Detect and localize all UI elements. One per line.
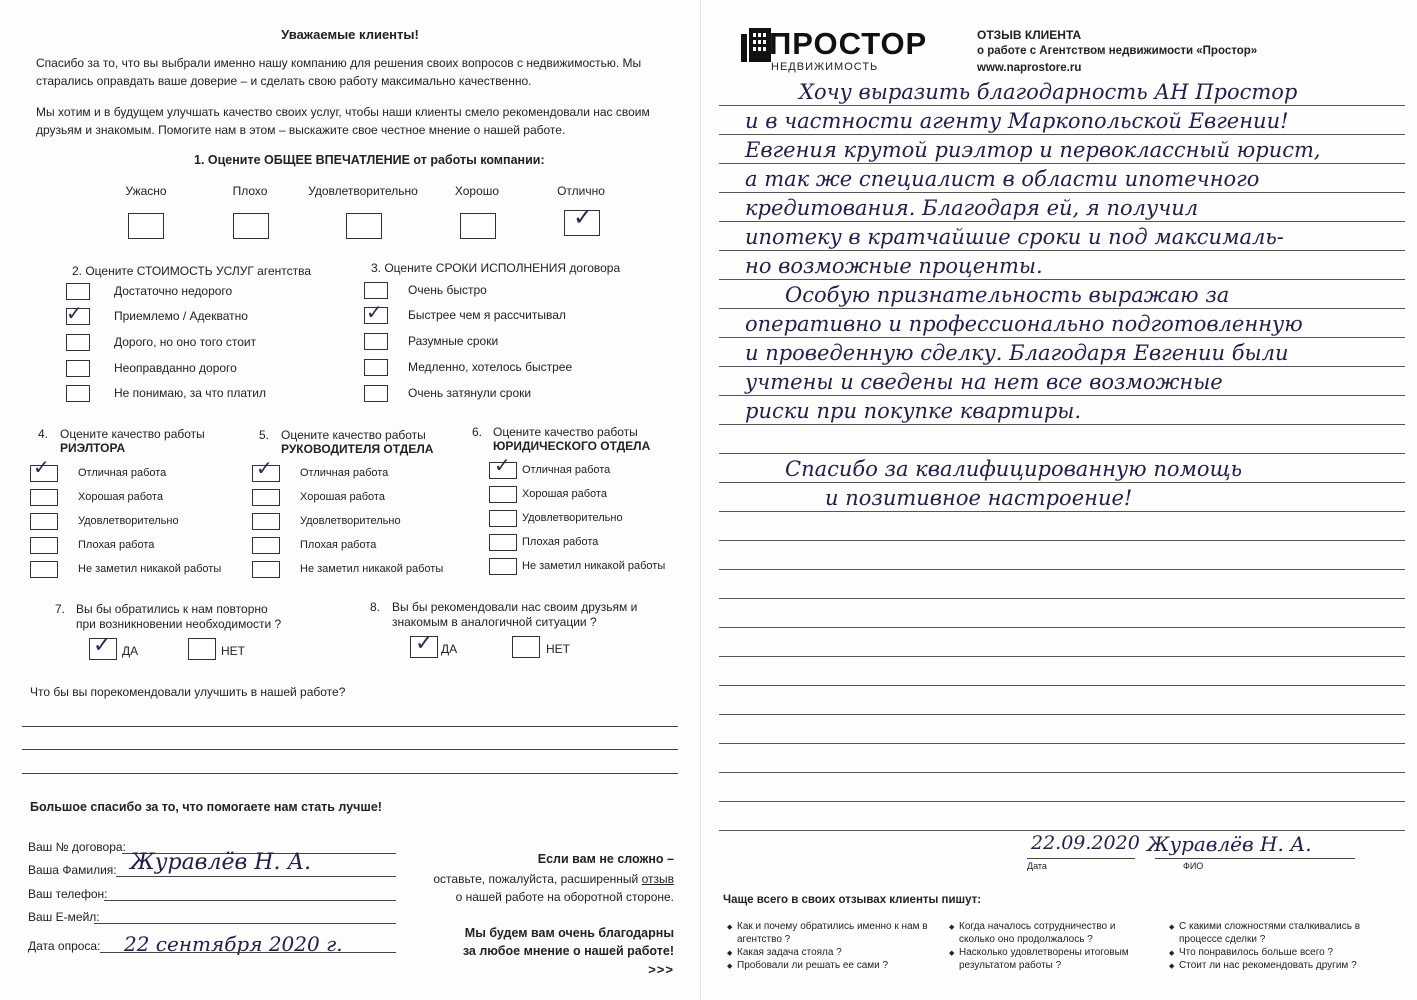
surname-label: Ваша Фамилия: — [28, 863, 117, 877]
checkmark-icon: ✓ — [494, 453, 511, 477]
q1-option-label: Хорошо — [454, 184, 500, 198]
q3-checkbox[interactable] — [364, 385, 388, 402]
q4-checkbox[interactable] — [30, 537, 58, 554]
q7-title: Вы бы обратились к нам повторно — [76, 602, 268, 616]
email-field[interactable] — [94, 923, 396, 924]
q1-option-label: Удовлетворительно — [308, 184, 418, 198]
review-line: Евгения крутой риэлтор и первоклассный юрист, — [745, 138, 1321, 162]
q5-option-label: Хорошая работа — [300, 491, 385, 503]
q7-number: 7. — [55, 602, 66, 616]
q4-option-label: Не заметил никакой работы — [78, 563, 222, 575]
q6-option-label: Не заметил никакой работы — [522, 560, 666, 572]
q4-subtitle: РИЭЛТОРА — [60, 441, 126, 455]
surname-handwritten: Журавлёв Н. А. — [130, 850, 312, 875]
writing-line[interactable] — [719, 743, 1405, 744]
q1-checkbox-bad[interactable] — [233, 213, 269, 239]
thanks-heading: Большое спасибо за то, что помогаете нам стать лучше! — [30, 800, 382, 814]
review-line: Спасибо за квалифицированную помощь — [785, 457, 1243, 481]
tip-item: ◆ Когда началось сотрудничество и сколько оно продолжалось ? — [959, 920, 1149, 946]
q4-checkbox[interactable] — [30, 561, 58, 578]
q2-checkbox[interactable] — [66, 334, 90, 351]
writing-line[interactable] — [719, 714, 1405, 715]
q1-title: 1. Оцените ОБЩЕЕ ВПЕЧАТЛЕНИЕ от работы компании: — [194, 153, 545, 167]
arrows-icon: >>> — [648, 962, 674, 977]
q4-option-label: Отличная работа — [78, 467, 167, 479]
side-note-heading: Если вам не сложно – — [537, 852, 674, 866]
q5-option-label: Плохая работа — [300, 539, 377, 551]
q1-option-label: Ужасно — [125, 184, 167, 198]
q6-checkbox[interactable] — [489, 510, 517, 527]
review-subtitle: о работе с Агентством недвижимости «Простор» — [977, 45, 1258, 57]
email-label: Ваш E-мейл: — [28, 910, 100, 924]
q3-checkbox[interactable] — [364, 282, 388, 299]
q7-subtitle: при возникновении необходимости ? — [76, 617, 282, 631]
q2-option-label: Достаточно недорого — [114, 284, 233, 298]
building-icon — [741, 28, 771, 62]
checkmark-icon: ✓ — [256, 456, 273, 480]
writing-line[interactable] — [719, 598, 1405, 599]
q1-option-label: Плохо — [232, 184, 268, 198]
q2-checkbox[interactable] — [66, 385, 90, 402]
q1-option-label: Отлично — [557, 184, 605, 198]
q6-number: 6. — [472, 425, 483, 439]
side-note-thanks: Мы будем вам очень благодарны — [464, 926, 674, 940]
q8-yes-label: ДА — [441, 642, 458, 656]
review-page — [700, 0, 1417, 1000]
fio-caption: ФИО — [1183, 861, 1204, 871]
review-line: но возможные проценты. — [745, 254, 1043, 278]
q5-number: 5. — [259, 428, 270, 442]
side-note-thanks: за любое мнение о нашей работе! — [462, 944, 674, 958]
q4-option-label: Плохая работа — [78, 539, 155, 551]
intro-paragraph-1: Спасибо за то, что вы выбрали именно нашу компанию для решения своих вопросов с недвижимостью. Мы старались оправдать ваше доверие – и сделать свою работу максимально качественно. — [36, 56, 642, 88]
q6-option-label: Отличная работа — [522, 464, 611, 476]
improve-question: Что бы вы порекомендовали улучшить в нашей работе? — [30, 685, 346, 699]
q8-title: Вы бы рекомендовали нас своим друзьям и — [392, 600, 638, 614]
review-line: Особую признательность выражаю за — [785, 283, 1230, 307]
signature-line[interactable] — [1027, 858, 1135, 859]
checkmark-icon: ✓ — [415, 631, 434, 656]
handwritten-review — [745, 78, 1321, 513]
review-line: кредитования. Благодаря ей, я получил — [745, 196, 1199, 220]
review-line: оперативно и профессионально подготовленную — [745, 312, 1303, 336]
writing-line[interactable] — [719, 540, 1405, 541]
q6-option-label: Плохая работа — [522, 536, 599, 548]
tip-item: ◆ Стоит ли нас рекомендовать другим ? — [1179, 959, 1379, 972]
q2-checkbox[interactable] — [66, 283, 90, 300]
q3-option-label: Медленно, хотелось быстрее — [408, 360, 573, 374]
checkmark-icon: ✓ — [33, 455, 50, 479]
q2-title: 2. Оцените СТОИМОСТЬ УСЛУГ агентства — [72, 264, 312, 278]
review-line: риски при покупке квартиры. — [745, 399, 1082, 423]
tip-item: ◆ С какими сложностями сталкивались в процессе сделки ? — [1179, 920, 1379, 946]
q6-title: Оцените качество работы — [493, 425, 638, 439]
date-caption: Дата — [1027, 861, 1047, 871]
q5-subtitle: РУКОВОДИТЕЛЯ ОТДЕЛА — [281, 442, 434, 456]
q5-checkbox[interactable] — [252, 513, 280, 530]
q7-no-checkbox[interactable] — [188, 638, 216, 660]
q7-no-label: НЕТ — [221, 644, 245, 658]
q2-option-label: Не понимаю, за что платил — [114, 386, 267, 400]
phone-field[interactable] — [104, 900, 396, 901]
intro-paragraph-2: Мы хотим и в будущем улучшать качество своих услуг, чтобы наши клиенты смело рекомендовали нас своим друзьям и знакомым. Помогите нам в этом – выскажите свое честное мнение о нашей работе. — [36, 105, 650, 137]
q8-no-label: НЕТ — [546, 642, 570, 656]
q5-checkbox[interactable] — [252, 537, 280, 554]
checkmark-icon: ✓ — [93, 633, 112, 658]
q4-option-label: Хорошая работа — [78, 491, 163, 503]
writing-line[interactable] — [719, 656, 1405, 657]
q4-title: Оцените качество работы — [60, 427, 205, 441]
checkmark-icon: ✓ — [366, 300, 383, 324]
review-line: и в частности агенту Маркопольской Евгении! — [745, 109, 1289, 133]
q4-checkbox[interactable] — [30, 513, 58, 530]
q5-option-label: Не заметил никакой работы — [300, 563, 444, 575]
signature-date: 22.09.2020 — [1031, 832, 1140, 854]
q3-option-label: Быстрее чем я рассчитывал — [408, 308, 566, 322]
checkmark-icon: ✓ — [66, 301, 83, 325]
tip-item: ◆ Как и почему обратились именно к нам в агентство ? — [737, 920, 937, 946]
q5-checkbox[interactable] — [252, 489, 280, 506]
writing-line[interactable] — [719, 772, 1405, 773]
date-label: Дата опроса: — [28, 939, 101, 953]
q2-checkbox[interactable] — [66, 360, 90, 377]
q3-option-label: Очень затянули сроки — [408, 386, 532, 400]
q6-option-label: Удовлетворительно — [522, 512, 623, 524]
review-line: а так же специалист в области ипотечного — [745, 167, 1260, 191]
q3-checkbox[interactable] — [364, 333, 388, 350]
tips-column — [959, 920, 1149, 972]
q8-no-checkbox[interactable] — [512, 636, 540, 658]
review-line: ипотеку в кратчайшие сроки и под максималь- — [745, 225, 1284, 249]
prostor-logo — [741, 26, 928, 76]
website-link[interactable]: www.naprostore.ru — [977, 62, 1082, 74]
tip-item: ◆ Насколько удовлетворены итоговым результатом работы ? — [959, 946, 1149, 972]
phone-label: Ваш телефон: — [28, 887, 108, 901]
logo-text: ПРОСТОР — [769, 26, 928, 61]
q1-checkbox-good[interactable] — [460, 213, 496, 239]
tip-item: ◆ Какая задача стояла ? — [737, 946, 937, 959]
q3-option-label: Разумные сроки — [408, 334, 499, 348]
writing-line[interactable] — [719, 685, 1405, 686]
signature-name: Журавлёв Н. А. — [1147, 832, 1312, 856]
q4-checkbox[interactable] — [30, 489, 58, 506]
q5-checkbox[interactable] — [252, 561, 280, 578]
surname-field[interactable] — [116, 876, 396, 877]
q5-title: Оцените качество работы — [281, 428, 426, 442]
q6-checkbox[interactable] — [489, 486, 517, 503]
review-line: учтены и сведены на нет все возможные — [745, 370, 1223, 394]
q8-number: 8. — [370, 600, 381, 614]
tip-item: ◆ Пробовали ли решать ее сами ? — [737, 959, 937, 972]
survey-page — [0, 0, 700, 1000]
q5-option-label: Удовлетворительно — [300, 515, 401, 527]
q4-option-label: Удовлетворительно — [78, 515, 179, 527]
q6-checkbox[interactable] — [489, 558, 517, 575]
side-note-text: о нашей работе на оборотной стороне. — [455, 890, 674, 904]
q3-option-label: Очень быстро — [408, 283, 487, 297]
review-line: и проведенную сделку. Благодаря Евгении были — [745, 341, 1289, 365]
review-line: и позитивное настроение! — [825, 486, 1133, 510]
review-line: Хочу выразить благодарность АН Простор — [799, 80, 1298, 104]
writing-line[interactable] — [719, 627, 1405, 628]
date-handwritten: 22 сентября 2020 г. — [124, 932, 343, 956]
answer-line[interactable] — [22, 773, 678, 774]
checkmark-icon: ✓ — [573, 203, 594, 231]
q2-option-label: Приемлемо / Адекватно — [114, 309, 248, 323]
q4-number: 4. — [38, 427, 49, 441]
q6-checkbox[interactable] — [489, 534, 517, 551]
writing-line[interactable] — [719, 569, 1405, 570]
contract-label: Ваш № договора: — [28, 840, 126, 854]
signature-line[interactable] — [1155, 858, 1355, 859]
review-title: ОТЗЫВ КЛИЕНТА — [977, 28, 1082, 42]
answer-line[interactable] — [22, 749, 678, 750]
q3-title: 3. Оцените СРОКИ ИСПОЛНЕНИЯ договора — [371, 261, 621, 275]
side-note-text: оставьте, пожалуйста, расширенный отзыв — [433, 872, 674, 886]
q5-option-label: Отличная работа — [300, 467, 389, 479]
survey-title: Уважаемые клиенты! — [281, 27, 419, 42]
q1-checkbox-terrible[interactable] — [128, 213, 164, 239]
review-line — [745, 426, 1321, 455]
logo-subtext: НЕДВИЖИМОСТЬ — [771, 61, 879, 73]
date-field[interactable] — [100, 952, 396, 953]
q3-checkbox[interactable] — [364, 359, 388, 376]
tip-item: ◆ Что понравилось больше всего ? — [1179, 946, 1379, 959]
review-link[interactable]: отзыв — [641, 872, 674, 886]
writing-line[interactable] — [719, 801, 1405, 802]
q2-option-label: Дорого, но оно того стоит — [114, 335, 257, 349]
answer-line[interactable] — [22, 726, 678, 727]
tips-column — [737, 920, 937, 972]
q2-option-label: Неоправданно дорого — [114, 361, 237, 375]
q7-yes-label: ДА — [122, 644, 139, 658]
tips-column — [1179, 920, 1379, 972]
q8-subtitle: знакомым в аналогичной ситуации ? — [392, 615, 597, 629]
q6-subtitle: ЮРИДИЧЕСКОГО ОТДЕЛА — [493, 439, 651, 453]
writing-line[interactable] — [719, 830, 1405, 831]
q6-option-label: Хорошая работа — [522, 488, 607, 500]
q1-checkbox-satisfactory[interactable] — [346, 213, 382, 239]
tips-title: Чаще всего в своих отзывах клиенты пишут: — [723, 894, 982, 906]
